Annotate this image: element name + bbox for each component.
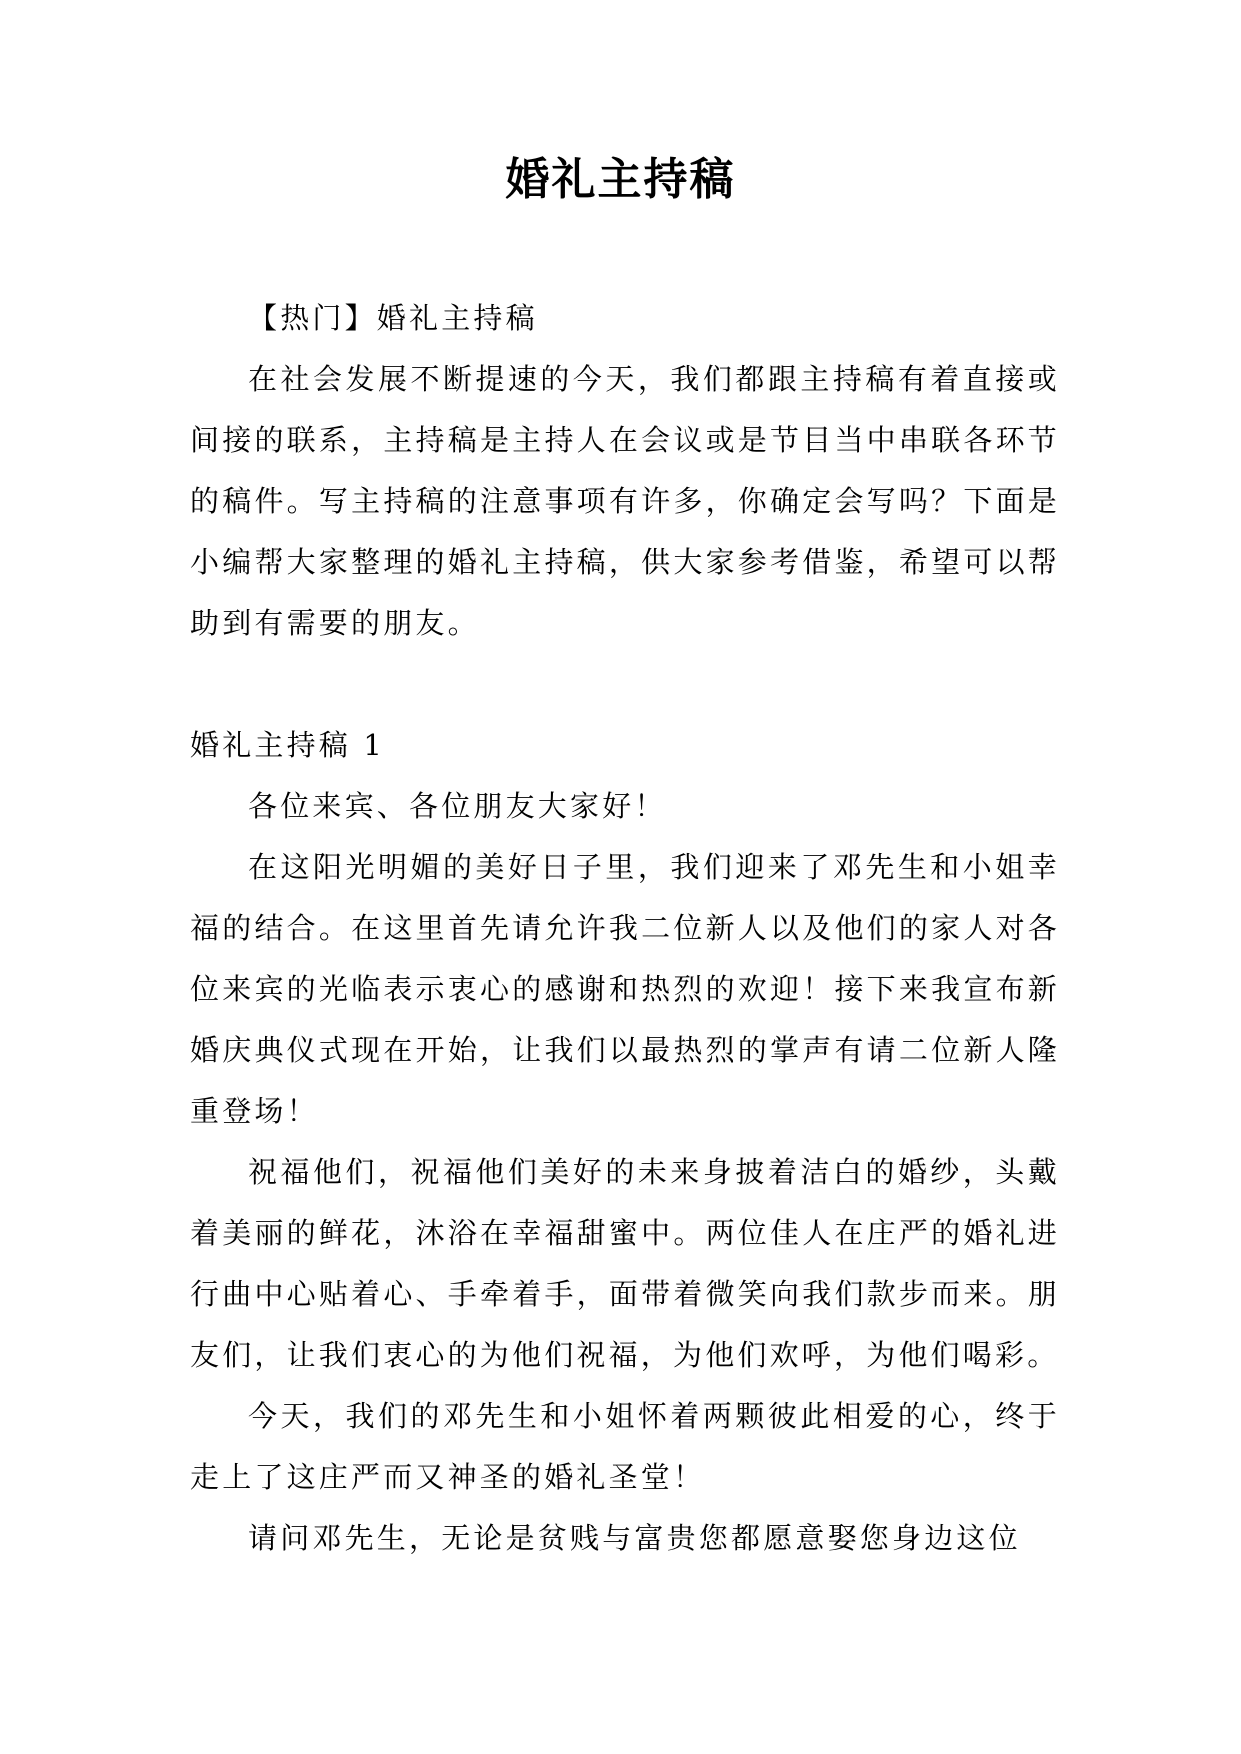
paragraph-vow-question: 请问邓先生，无论是贫贱与富贵您都愿意娶您身边这位 [248,1521,1021,1555]
paragraph-opening: 在这阳光明媚的美好日子里，我们迎来了邓先生和小姐幸福的结合。在这里首先请允许我二位新人以及他们的家人对各位来宾的光临表示衷心的感谢和热烈的欢迎！接下来我宣布新婚庆典仪式现在开始，让我们以最热烈的掌声有请二位新人隆重登场！ [190,850,1060,1128]
paragraph-greeting: 各位来宾、各位朋友大家好！ [248,789,667,823]
paragraph-hot-label: 【热门】婚礼主持稿 [248,301,538,335]
paragraph-today: 今天，我们的邓先生和小姐怀着两颗彼此相爱的心，终于走上了这庄严而又神圣的婚礼圣堂！ [190,1399,1060,1494]
document-title: 婚礼主持稿 [505,154,736,205]
document-body [190,288,1060,1569]
section-heading-1: 婚礼主持稿 1 [190,728,386,762]
paragraph-blessing: 祝福他们，祝福他们美好的未来身披着洁白的婚纱，头戴着美丽的鲜花，沐浴在幸福甜蜜中。两位佳人在庄严的婚礼进行曲中心贴着心、手牵着手，面带着微笑向我们款步而来。朋友们，让我们衷心的为他们祝福，为他们欢呼，为他们喝彩。 [190,1155,1060,1372]
paragraph-intro: 在社会发展不断提速的今天，我们都跟主持稿有着直接或间接的联系，主持稿是主持人在会议或是节目当中串联各环节的稿件。写主持稿的注意事项有许多，你确定会写吗？下面是小编帮大家整理的婚礼主持稿，供大家参考借鉴，希望可以帮助到有需要的朋友。 [190,362,1060,640]
